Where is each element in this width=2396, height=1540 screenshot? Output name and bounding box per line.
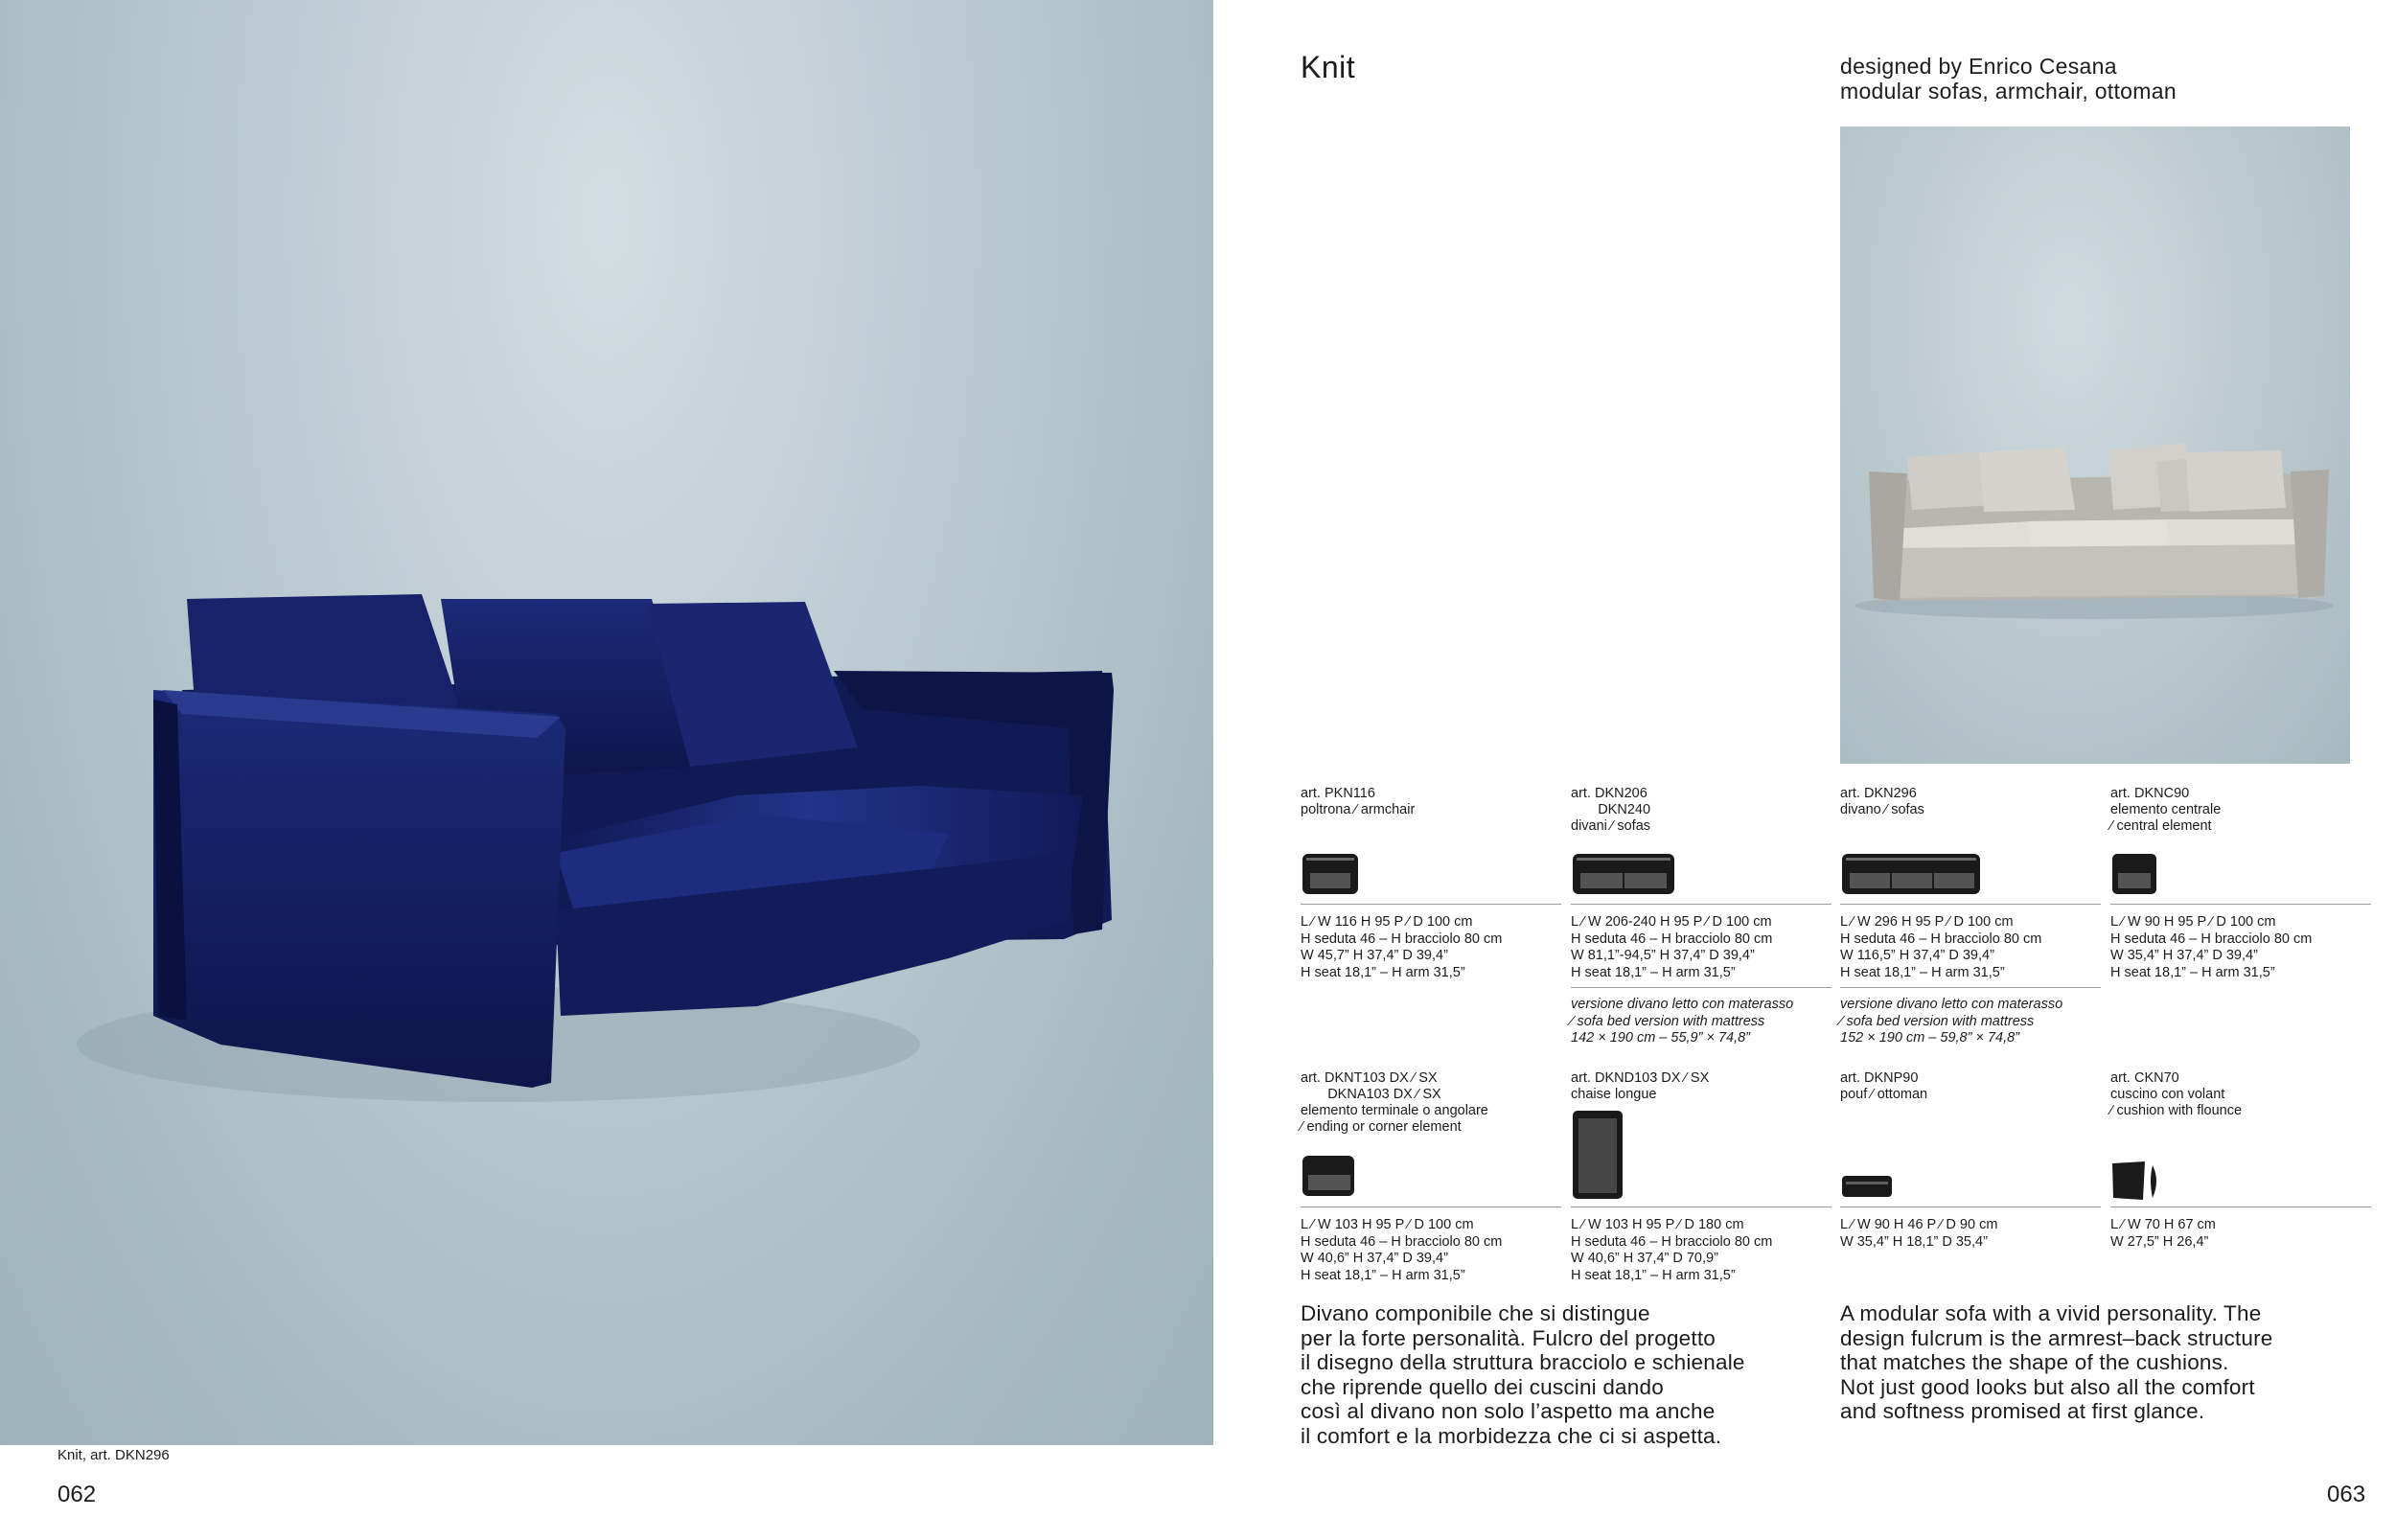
product-art-dknd103: art. DKND103 DX ⁄ SX chaise longue bbox=[1571, 1070, 1710, 1102]
ending-element-icon bbox=[1301, 1150, 1356, 1200]
armchair-icon bbox=[1301, 848, 1360, 898]
product-art-dknc90: art. DKNC90 elemento centrale ⁄ central element bbox=[2110, 786, 2222, 834]
grey-sofa-photo bbox=[1840, 126, 2350, 764]
description-english: A modular sofa with a vivid personality. The design fulcrum is the armrest–back structure that matches the shape of the cushions. Not just good looks but also all the comfort and softness promised at first glance. bbox=[1840, 1301, 2273, 1423]
divider bbox=[1840, 987, 2101, 988]
divider bbox=[1301, 904, 1561, 905]
description-italian: Divano componibile che si distingue per la forte personalità. Fulcro del progetto il disegno della struttura bracciolo e schienale che riprende quello dei cuscini dando così al divano non solo l’aspetto ma anche il comfort e la morbidezza che ci si aspetta. bbox=[1301, 1301, 1745, 1448]
cushion-icon bbox=[2110, 1160, 2164, 1202]
chaise-longue-icon bbox=[1571, 1107, 1624, 1203]
designer-line: designed by Enrico Cesana bbox=[1840, 54, 2117, 79]
divider bbox=[1571, 987, 1832, 988]
page-number-left: 062 bbox=[58, 1482, 97, 1507]
product-dims-dknp90: L ⁄ W 90 H 46 P ⁄ D 90 cm W 35,4” H 18,1” D 35,4” bbox=[1840, 1217, 1998, 1250]
product-dims-dknt103: L ⁄ W 103 H 95 P ⁄ D 100 cm H seduta 46 – H bracciolo 80 cm W 40,6” H 37,4” D 39,4” H seat 18,1” – H arm 31,5” bbox=[1301, 1217, 1503, 1283]
three-seat-sofa-icon bbox=[1840, 848, 1982, 898]
product-art-dkn206: art. DKN206 DKN240 divani ⁄ sofas bbox=[1571, 786, 1651, 834]
product-dims-dknd103: L ⁄ W 103 H 95 P ⁄ D 180 cm H seduta 46 – H bracciolo 80 cm W 40,6” H 37,4” D 70,9” H seat 18,1” – H arm 31,5” bbox=[1571, 1217, 1773, 1283]
photo-caption: Knit, art. DKN296 bbox=[58, 1447, 170, 1463]
product-dims-dkn296: L ⁄ W 296 H 95 P ⁄ D 100 cm H seduta 46 – H bracciolo 80 cm W 116,5” H 37,4” D 39,4” H seat 18,1” – H arm 31,5” bbox=[1840, 914, 2042, 980]
product-dims-dkn206: L ⁄ W 206-240 H 95 P ⁄ D 100 cm H seduta 46 – H bracciolo 80 cm W 81,1”-94,5” H 37,4” D 39,4” H seat 18,1” – H arm 31,5” bbox=[1571, 914, 1773, 980]
product-dims-dknc90: L ⁄ W 90 H 95 P ⁄ D 100 cm H seduta 46 – H bracciolo 80 cm W 35,4” H 37,4” D 39,4” H seat 18,1” – H arm 31,5” bbox=[2110, 914, 2313, 980]
divider bbox=[1840, 904, 2101, 905]
blue-velvet-sofa-photo bbox=[0, 0, 1213, 1445]
designer-info bbox=[1840, 54, 2177, 103]
product-dims-ckn70: L ⁄ W 70 H 67 cm W 27,5” H 26,4” bbox=[2110, 1217, 2216, 1250]
divider bbox=[2110, 904, 2371, 905]
page-title: Knit bbox=[1301, 50, 1356, 84]
page-number-right: 063 bbox=[2327, 1482, 2366, 1507]
product-art-dknt103: art. DKNT103 DX ⁄ SX DKNA103 DX ⁄ SX elemento terminale o angolare ⁄ ending or corner element bbox=[1301, 1070, 1488, 1135]
category-line: modular sofas, armchair, ottoman bbox=[1840, 79, 2177, 103]
product-art-dknp90: art. DKNP90 pouf ⁄ ottoman bbox=[1840, 1070, 1928, 1102]
product-art-pkn116: art. PKN116 poltrona ⁄ armchair bbox=[1301, 786, 1416, 817]
central-element-icon bbox=[2110, 848, 2158, 898]
product-art-ckn70: art. CKN70 cuscino con volant ⁄ cushion with flounce bbox=[2110, 1070, 2243, 1118]
product-dims-pkn116: L ⁄ W 116 H 95 P ⁄ D 100 cm H seduta 46 – H bracciolo 80 cm W 45,7” H 37,4” D 39,4” H seat 18,1” – H arm 31,5” bbox=[1301, 914, 1503, 980]
sofa-bed-note-dkn206: versione divano letto con materasso ⁄ sofa bed version with mattress 142 × 190 cm – 55,9” × 74,8” bbox=[1571, 997, 1794, 1046]
ottoman-icon bbox=[1840, 1174, 1894, 1199]
divider bbox=[1571, 904, 1832, 905]
product-art-dkn296: art. DKN296 divano ⁄ sofas bbox=[1840, 786, 1924, 817]
two-seat-sofa-icon bbox=[1571, 848, 1676, 898]
sofa-bed-note-dkn296: versione divano letto con materasso ⁄ sofa bed version with mattress 152 × 190 cm – 59,8” × 74,8” bbox=[1840, 997, 2063, 1046]
